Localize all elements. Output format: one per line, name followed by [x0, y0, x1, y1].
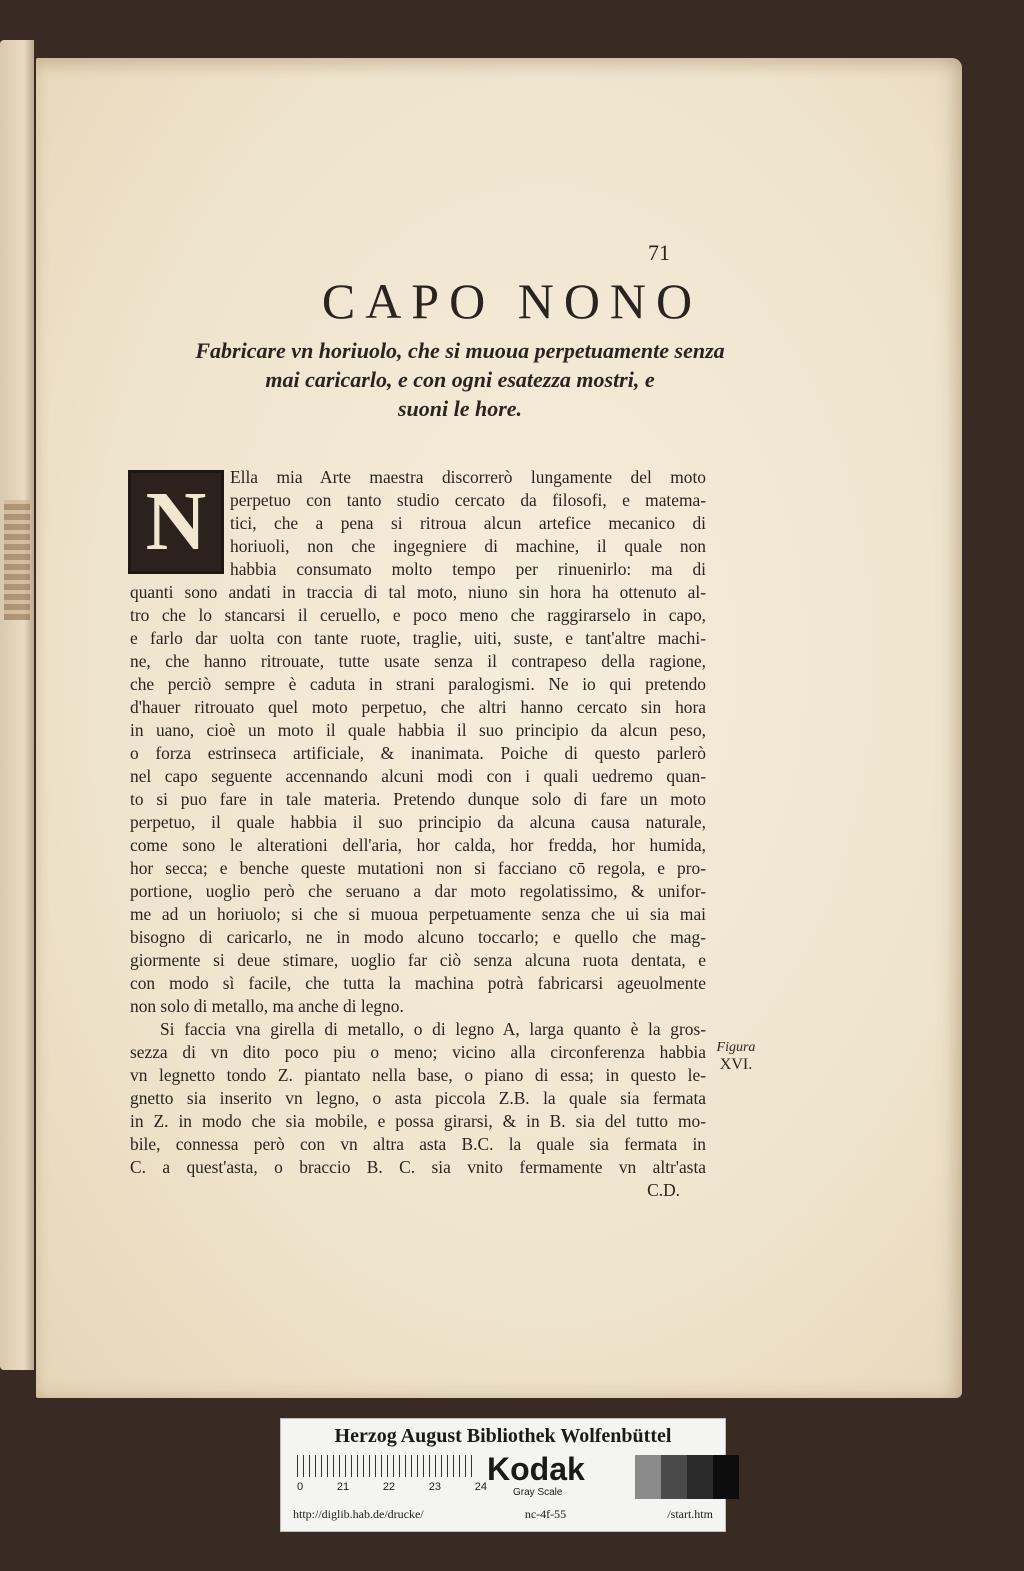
- library-footer-card: [280, 1418, 726, 1532]
- text-line: non solo di metallo, ma anche di legno.: [130, 996, 404, 1016]
- ruler-number: 0: [297, 1481, 304, 1493]
- text-line: perpetuo con tanto studio cercato da filosofi, e matema-: [230, 490, 706, 510]
- catchword: C.D.: [647, 1180, 680, 1200]
- text-line: bisogno di caricarlo, ne in modo alcuno toccarlo; e quello che mag-: [130, 927, 706, 947]
- text-line: perpetuo, il quale habbia il suo principio da alcuna causa naturale,: [130, 812, 706, 832]
- text-line: tici, che a pena si ritroua alcun artefice mecanico di: [230, 513, 706, 533]
- text-line: Ella mia Arte maestra discorrerò lungamente del moto: [230, 467, 706, 487]
- text-line: Si faccia vna girella di metallo, o di legno A, larga quanto è la gros-: [160, 1019, 706, 1039]
- text-line: bile, connessa però con vn altra asta B.C. la quale sia fermata in: [130, 1134, 706, 1154]
- text-line: in uano, cioè un moto il quale habbia il suo principio da alcun peso,: [130, 720, 706, 740]
- text-line: tro che lo stancarsi il ceruello, e poco meno che raggirarselo in capo,: [130, 605, 706, 625]
- text-line: habbia consumato molto tempo per rinuenirlo: ma di: [230, 559, 706, 579]
- text-line: sezza di vn dito poco piu o meno; vicino alla circonferenza habbia: [130, 1042, 706, 1062]
- chapter-title: CAPO NONO: [321, 273, 703, 329]
- text-line: ne, che hanno ritrouate, tutte usate senza il contrapeso della ragione,: [130, 651, 706, 671]
- start-page-link[interactable]: /start.htm: [667, 1507, 713, 1521]
- subtitle-line: Fabricare vn horiuolo, che si muoua perpetuamente senza: [195, 338, 725, 363]
- gray-swatch: [635, 1455, 661, 1499]
- text-line: che perciò sempre è caduta in strani paralogismi. Ne io qui pretendo: [130, 674, 706, 694]
- drop-cap-letter: N: [145, 475, 207, 568]
- gray-swatch: [687, 1455, 713, 1499]
- text-line: portione, uoglio però che seruano a dar moto regolatissimo, & unifor-: [130, 881, 706, 901]
- subtitle-line: suoni le hore.: [397, 396, 523, 421]
- scale-ruler: [297, 1455, 477, 1477]
- text-line: C. a quest'asta, o braccio B. C. sia vnito fermamente vn altr'asta: [130, 1157, 706, 1177]
- text-line: d'hauer ritrouato quel moto perpetuo, che altri hanno cercato sin hora: [130, 697, 706, 717]
- facing-page-edge: [0, 40, 34, 1370]
- ruler-number: 21: [336, 1481, 350, 1493]
- facing-page-decoration: [4, 500, 30, 620]
- text-line: giormente si deue stimare, uoglio far ciò senza alcuna ruota dentata, e: [130, 950, 706, 970]
- subtitle-line: mai caricarlo, e con ogni esatezza mostri, e: [265, 367, 655, 392]
- text-line: in Z. in modo che sia mobile, e possa girarsi, & in B. sia del tutto mo-: [130, 1111, 706, 1131]
- gray-scale-swatches: [635, 1455, 739, 1499]
- text-line: hor secca; e benche queste mutationi non si facciano cō regola, e pro-: [130, 858, 706, 878]
- text-line: vn legnetto tondo Z. piantato nella base, o piano di essa; in questo le-: [130, 1065, 706, 1085]
- text-line: me ad un horiuolo; si che si muoua perpetuamente senza che ui sia mai: [130, 904, 706, 924]
- ruler-number: 22: [382, 1481, 396, 1493]
- kodak-logo: Kodak: [487, 1451, 585, 1487]
- page-number: 71: [648, 240, 670, 265]
- ruler-numbers: [297, 1481, 487, 1493]
- digital-library-link[interactable]: http://diglib.hab.de/drucke/: [293, 1507, 424, 1521]
- chapter-subtitle: [110, 336, 810, 423]
- text-line: to si puo fare in tale materia. Pretendo dunque solo di fare un moto: [130, 789, 706, 809]
- ruler-number: 24: [474, 1481, 487, 1493]
- ruler-number: 23: [428, 1481, 442, 1493]
- text-line: con modo sì facile, che tutta la machina potrà fabricarsi ageuolmente: [130, 973, 706, 993]
- text-line: o forza estrinseca artificiale, & inanimata. Poiche di questo parlerò: [130, 743, 706, 763]
- body-text: [130, 466, 706, 1202]
- margin-note-label: Figura: [716, 1040, 756, 1055]
- text-line: come sono le alterationi dell'aria, hor calda, hor fredda, hor humida,: [130, 835, 706, 855]
- gray-scale-label: Gray Scale: [513, 1487, 563, 1498]
- footer-links: [293, 1507, 713, 1522]
- text-line: e farlo dar uolta con tante ruote, traglie, uiti, suste, e tant'altre machi-: [130, 628, 706, 648]
- margin-note: [706, 1040, 766, 1074]
- library-name: Herzog August Bibliothek Wolfenbüttel: [334, 1425, 672, 1447]
- text-line: nel capo seguente accennando alcuni modi con i quali uedremo quan-: [130, 766, 706, 786]
- text-line: gnetto sia inserito vn legno, o asta piccola Z.B. la quale sia fermata: [130, 1088, 706, 1108]
- shelfmark: nc-4f-55: [524, 1507, 567, 1521]
- gray-swatch: [661, 1455, 687, 1499]
- text-line: quanti sono andati in traccia di tal moto, niuno sin hora ha ottenuto al-: [130, 582, 706, 602]
- gray-swatch: [713, 1455, 739, 1499]
- text-line: horiuoli, non che ingegniere di machine, il quale non: [230, 536, 706, 556]
- margin-note-number: XVI.: [719, 1056, 753, 1073]
